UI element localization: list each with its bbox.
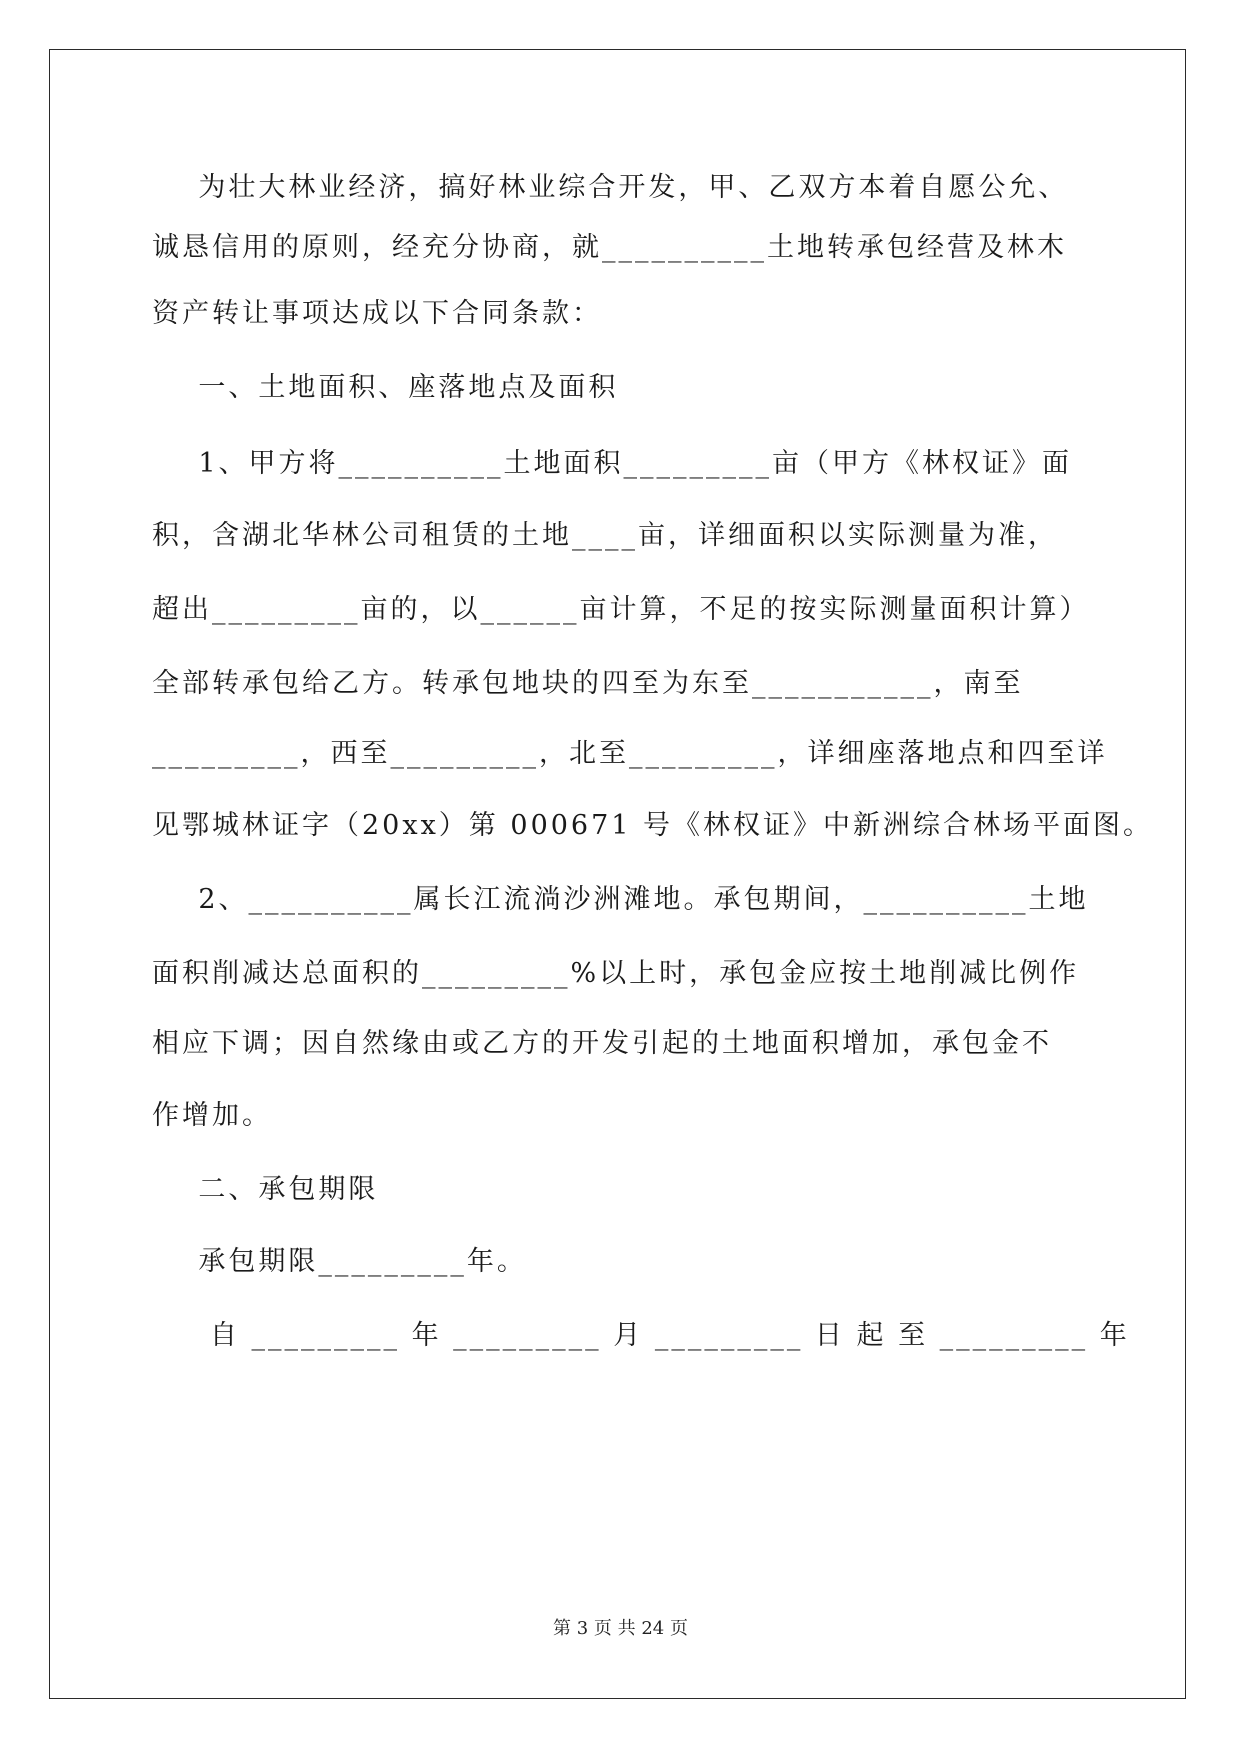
paragraph-line: 超出_________亩的，以______亩计算，不足的按实际测量面积计算） [152,594,1090,625]
paragraph-line: 全部转承包给乙方。转承包地块的四至为东至___________，南至 [152,668,1024,699]
paragraph-line: 自 _________ 年 _________ 月 _________ 日 起 至 _________ 年 [152,1320,1130,1351]
paragraph-line: 资产转让事项达成以下合同条款： [152,298,602,329]
paragraph-line: 为壮大林业经济，搞好林业综合开发，甲、乙双方本着自愿公允、 [152,172,1069,203]
paragraph-line: 作增加。 [152,1100,272,1131]
paragraph-line: 承包期限_________年。 [152,1246,527,1277]
paragraph-line: 诚恳信用的原则，经充分协商，就__________土地转承包经营及林木 [152,232,1067,263]
paragraph-line: _________，西至_________，北至_________，详细座落地点和四至详 [152,738,1108,769]
section-heading: 一、土地面积、座落地点及面积 [152,372,619,403]
paragraph-line: 1、甲方将__________土地面积_________亩（甲方《林权证》面 [152,448,1073,479]
page-footer: 第 3 页 共 24 页 [553,1618,688,1639]
paragraph-line: 积，含湖北华林公司租赁的土地____亩，详细面积以实际测量为准， [152,520,1058,551]
paragraph-line: 相应下调；因自然缘由或乙方的开发引起的土地面积增加，承包金不 [152,1028,1052,1059]
paragraph-line: 见鄂城林证字（20xx）第 000671 号《林权证》中新洲综合林场平面图。 [152,810,1154,841]
paragraph-line: 面积削减达总面积的_________%以上时，承包金应按土地削减比例作 [152,958,1080,989]
paragraph-line: 2、__________属长江流淌沙洲滩地。承包期间，__________土地 [152,884,1089,915]
section-heading: 二、承包期限 [152,1174,379,1205]
